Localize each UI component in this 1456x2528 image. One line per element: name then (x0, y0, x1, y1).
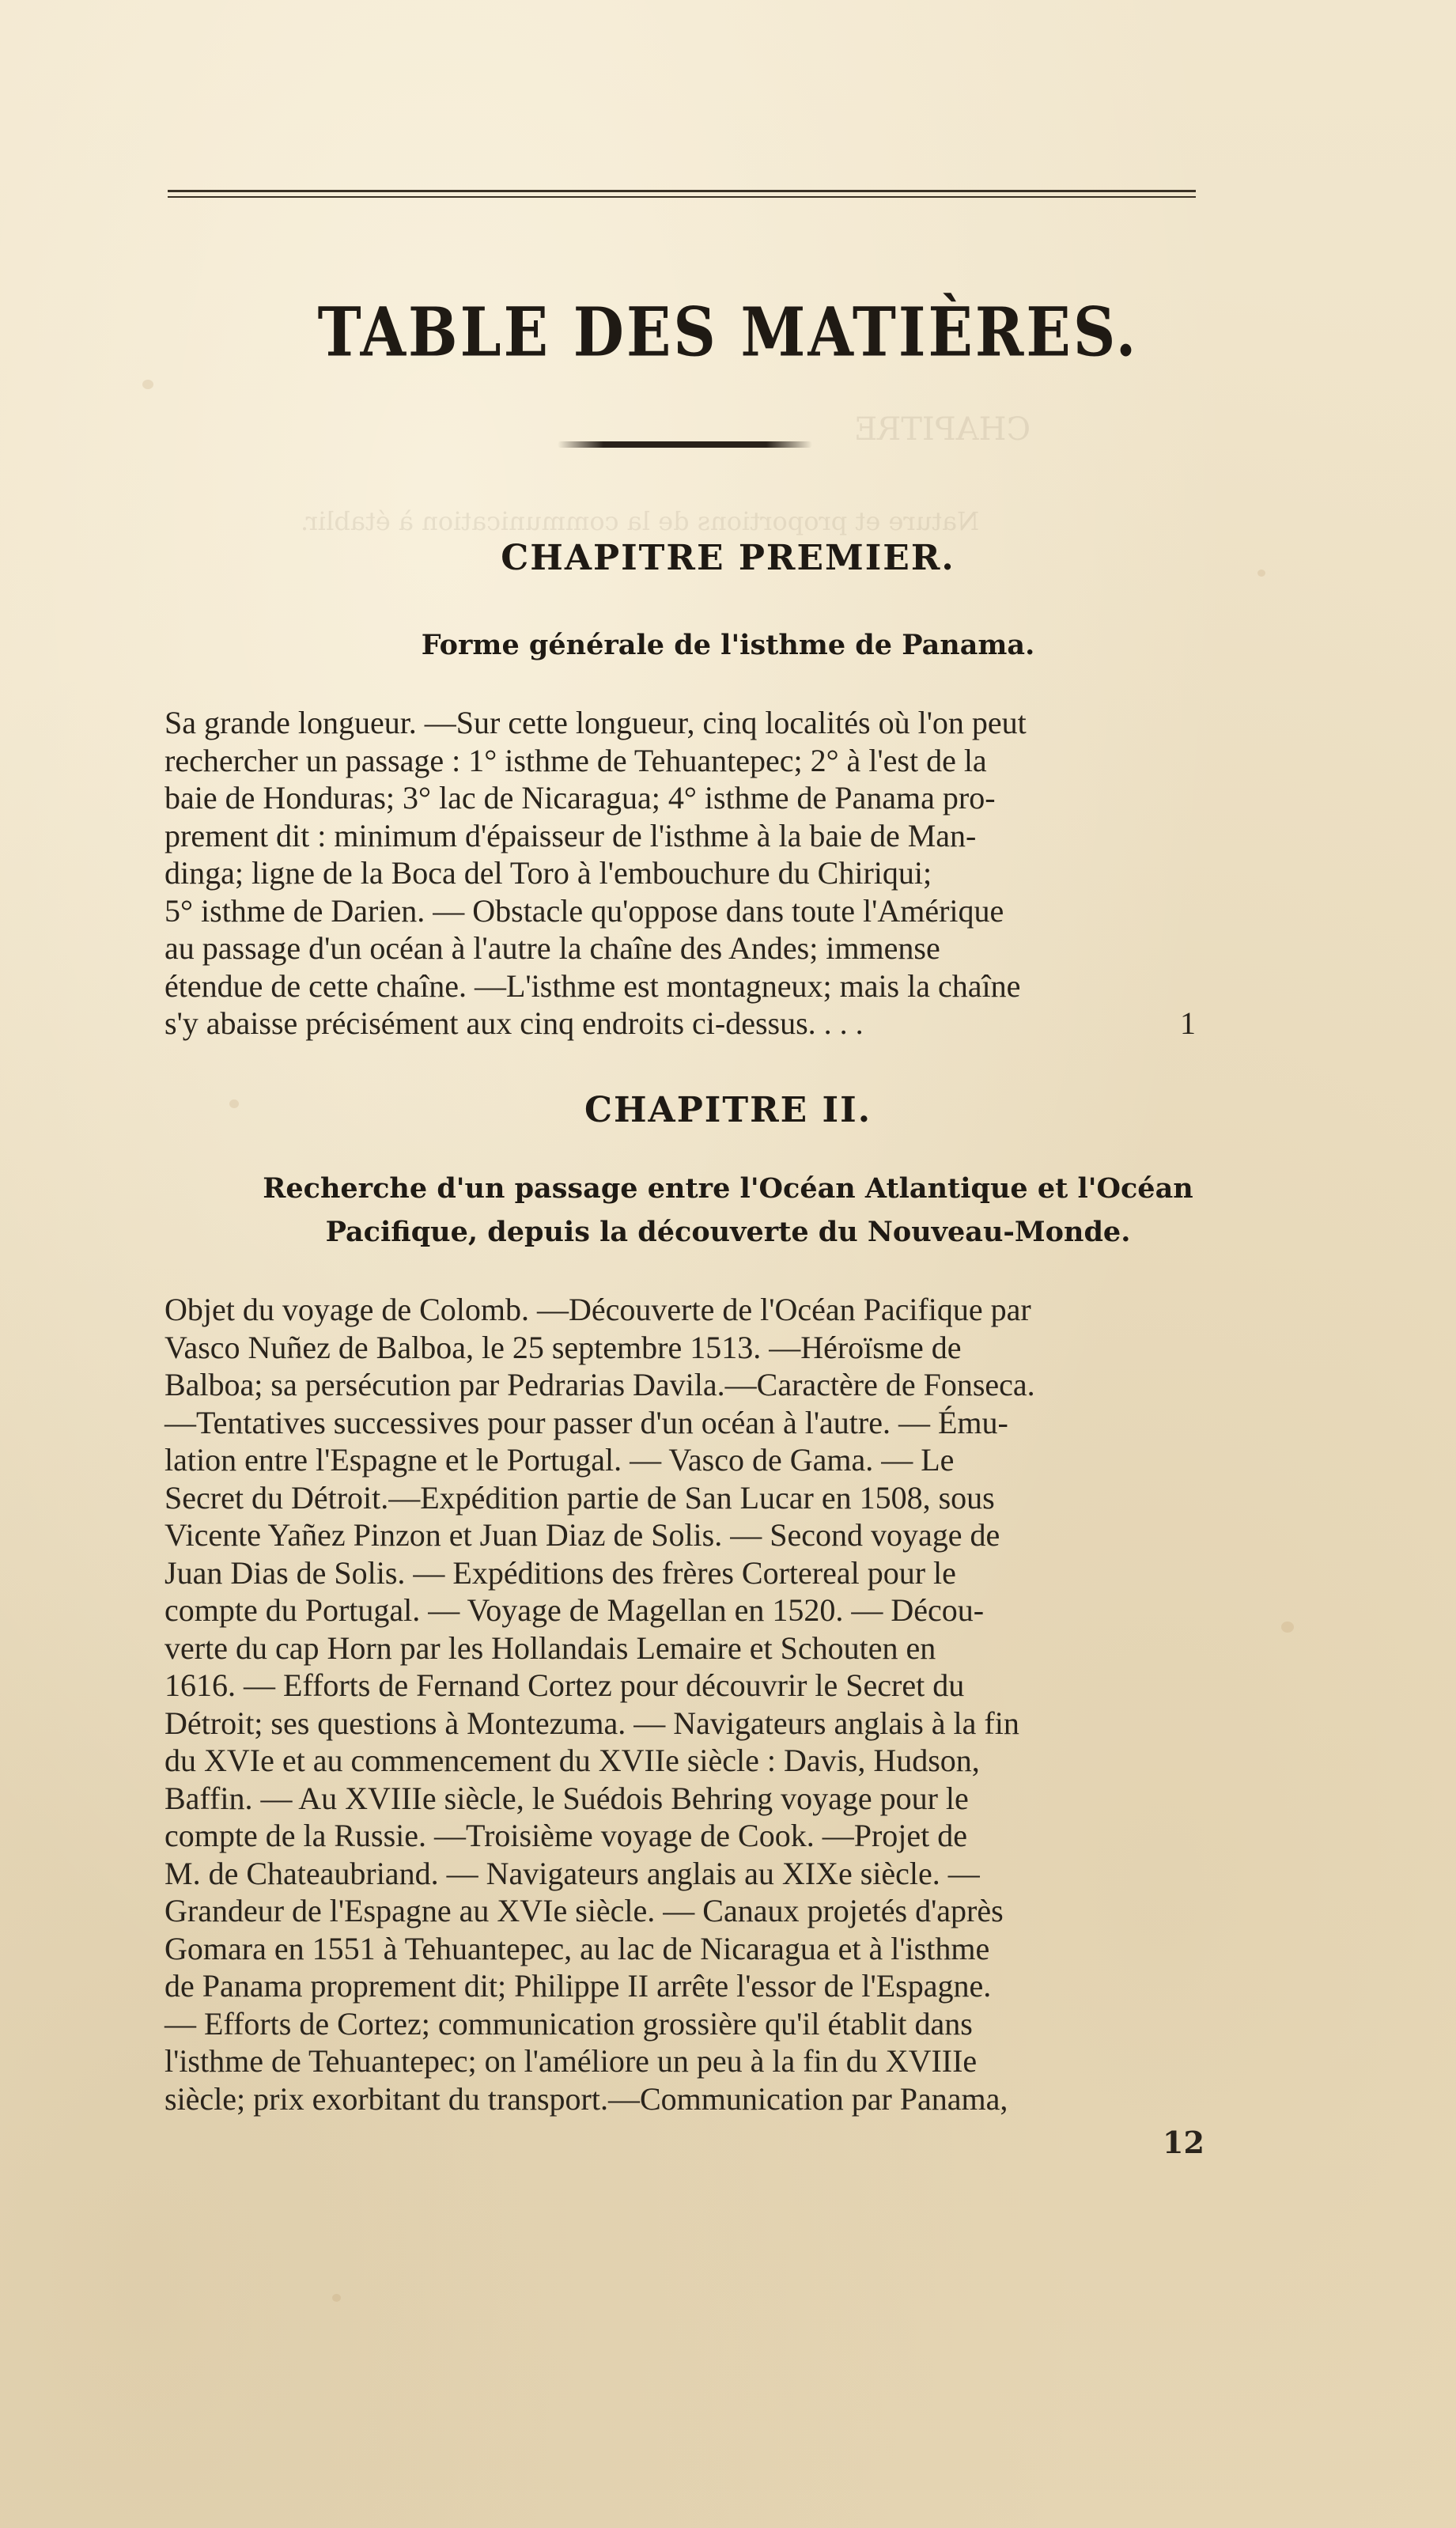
summary-line: Juan Dias de Solis. — Expéditions des frères Cortereal pour le (165, 1554, 956, 1591)
summary-line: — Efforts de Cortez; communication grossière qu'il établit dans (165, 2005, 973, 2042)
summary-line: compte de la Russie. —Troisième voyage de Cook. —Projet de (165, 1818, 968, 1853)
bleed-through: Nature et proportions de la communication à établir. (301, 506, 980, 536)
chapter-heading: CHAPITRE II. (584, 1090, 872, 1130)
summary-line: verte du cap Horn par les Hollandais Lemaire et Schouten en (165, 1629, 936, 1666)
header-double-rule (168, 190, 1196, 201)
bleed-through: CHAPITRE (854, 411, 1031, 448)
chapter-summary (165, 704, 1218, 1043)
summary-line: prement dit : minimum d'épaisseur de l'isthme à la baie de Man- (165, 817, 977, 853)
summary-line: Vicente Yañez Pinzon et Juan Diaz de Solis. — Second voyage de (165, 1517, 1000, 1553)
summary-line: 5° isthme de Darien. — Obstacle qu'oppose dans toute l'Amérique (165, 892, 1004, 929)
subtitle-line: Pacifique, depuis la découverte du Nouveau-Monde. (325, 1216, 1131, 1248)
summary-line: Détroit; ses questions à Montezuma. — Navigateurs anglais à la fin (165, 1705, 1019, 1741)
summary-line: l'isthme de Tehuantepec; on l'améliore un peu à la fin du XVIIIe (165, 2043, 978, 2079)
summary-line: lation entre l'Espagne et le Portugal. — Vasco de Gama. — Le (165, 1442, 955, 1478)
summary-line: rechercher un passage : 1° isthme de Tehuantepec; 2° à l'est de la (165, 742, 987, 778)
subtitle-line: Forme générale de l'isthme de Panama. (421, 629, 1035, 661)
summary-line: M. de Chateaubriand. — Navigateurs anglais au XIXe siècle. — (165, 1855, 980, 1891)
page-number: 12 (1163, 2125, 1205, 2160)
summary-line: du XVIe et au commencement du XVIIe siècle : Davis, Hudson, (165, 1743, 980, 1778)
summary-line: Gomara en 1551 à Tehuantepec, au lac de Nicaragua et à l'isthme (165, 1930, 990, 1966)
summary-line: Baffin. — Au XVIIIe siècle, le Suédois Behring voyage pour le (165, 1780, 969, 1816)
summary-line: étendue de cette chaîne. —L'isthme est montagneux; mais la chaîne (165, 967, 1021, 1004)
summary-line: dinga; ligne de la Boca del Toro à l'embouchure du Chiriqui; (165, 855, 932, 891)
summary-line: au passage d'un océan à l'autre la chaîne des Andes; immense (165, 930, 940, 966)
chapter-heading: CHAPITRE PREMIER. (501, 538, 955, 578)
title-ornament-rule (558, 441, 812, 448)
summary-line: Sa grande longueur. —Sur cette longueur, cinq localités où l'on peut (165, 705, 1027, 740)
subtitle-line: Recherche d'un passage entre l'Océan Atlantique et l'Océan (263, 1172, 1193, 1205)
summary-line: Balboa; sa persécution par Pedrarias Davila.—Caractère de Fonseca. (165, 1367, 1035, 1402)
foxing-spot (1281, 1622, 1294, 1633)
summary-line: Objet du voyage de Colomb. —Découverte de l'Océan Pacifique par (165, 1292, 1031, 1327)
foxing-spot (332, 2294, 341, 2302)
chapter-subtitle (158, 1167, 1298, 1254)
summary-line: Grandeur de l'Espagne au XVIe siècle. — Canaux projetés d'après (165, 1893, 1004, 1928)
page-title: TABLE DES MATIÈRES. (317, 293, 1139, 373)
summary-line: de Panama proprement dit; Philippe II arrête l'essor de l'Espagne. (165, 1968, 992, 2004)
summary-line: baie de Honduras; 3° lac de Nicaragua; 4° isthme de Panama pro- (165, 780, 996, 816)
summary-line: compte du Portugal. — Voyage de Magellan en 1520. — Décou- (165, 1592, 985, 1628)
page-reference: 1 (1180, 1005, 1196, 1041)
summary-line: Secret du Détroit.—Expédition partie de San Lucar en 1508, sous (165, 1479, 995, 1516)
summary-line: —Tentatives successives pour passer d'un océan à l'autre. — Ému- (165, 1404, 1008, 1440)
chapter-subtitle (158, 623, 1298, 667)
summary-line: siècle; prix exorbitant du transport.—Communication par Panama, (165, 2080, 1008, 2117)
summary-line: 1616. — Efforts de Fernand Cortez pour découvrir le Secret du (165, 1667, 965, 1703)
summary-line: Vasco Nuñez de Balboa, le 25 septembre 1513. —Héroïsme de (165, 1329, 962, 1365)
summary-line-text: s'y abaisse précisément aux cinq endroits ci-dessus. . . . (165, 1005, 864, 1041)
foxing-spot (142, 380, 153, 389)
chapter-summary (165, 1291, 1218, 2117)
summary-line-last (165, 1005, 1218, 1043)
